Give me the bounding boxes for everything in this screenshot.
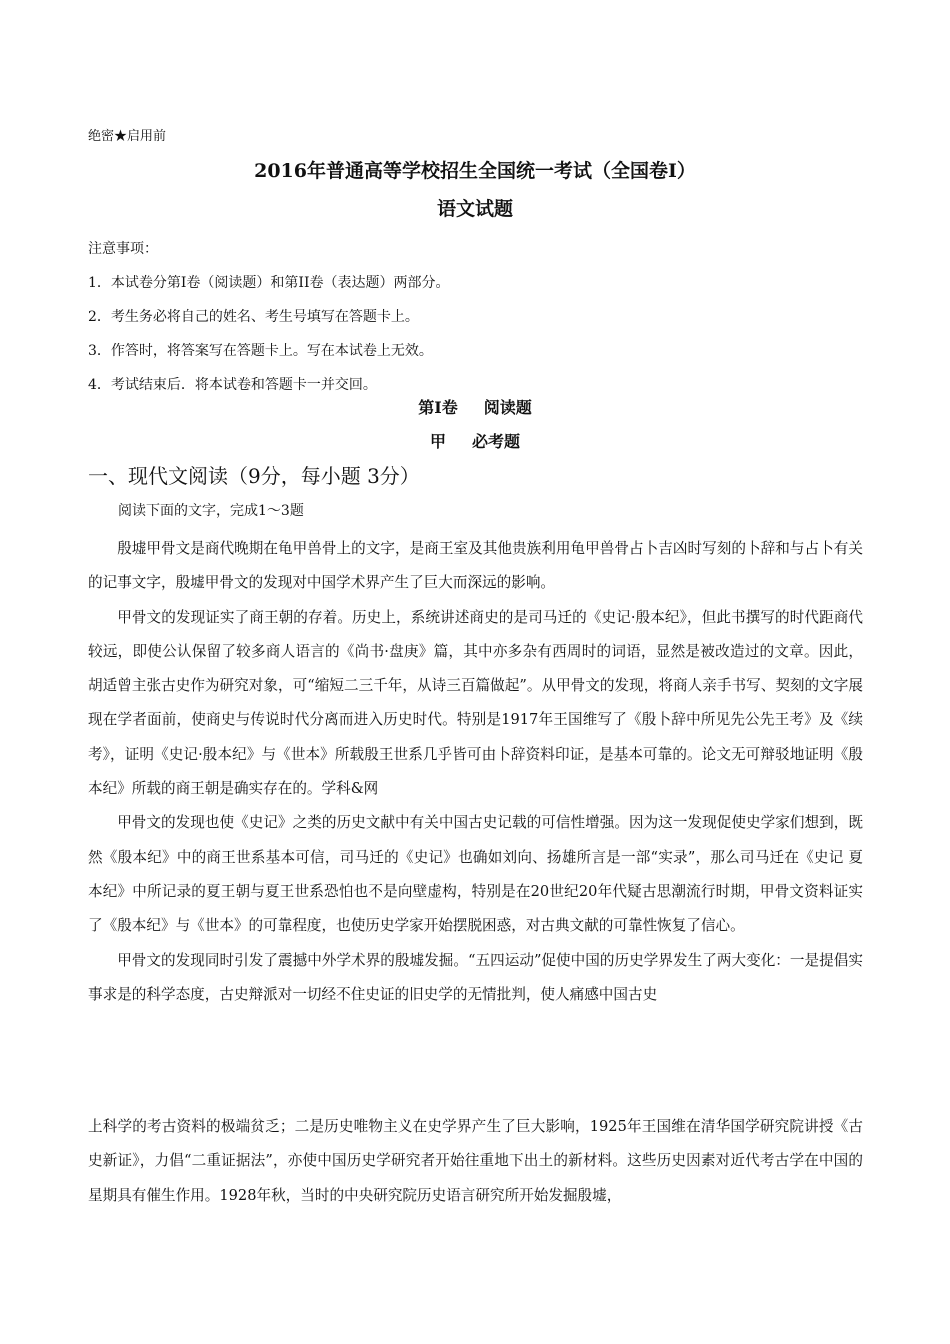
volume-heading [0, 397, 950, 419]
notice-heading: 注意事项： [88, 241, 158, 257]
passage-paragraph: 甲骨文的发现证实了商王朝的存着。历史上，系统讲述商史的是司马迁的《史记·殷本纪》，但此书撰写的时代距商代较远，即使公认保留了较多商人语言的《尚书·盘庚》篇，其中亦多杂有西周时的词语，显然是被改造过的文章。因此，胡适曾主张古史作为研究对象，可“缩短二三千年，从诗三百篇做起”。从甲骨文的发现，将商人亲手书写、契刻的文字展现在学者面前，使商史与传说时代分离而进入历史时代。特别是1917年王国维写了《殷卜辞中所见先公先王考》及《续考》，证明《史记·殷本纪》与《世本》所载殷王世系几乎皆可由卜辞资料印证，是基本可靠的。论文无可辩驳地证明《殷本纪》所载的商王朝是确实存在的。学科&网 [88, 608, 863, 798]
notice-item: 2．考生务必将自己的姓名、考生号填写在答题卡上。 [88, 309, 419, 325]
reading-passage-continued [88, 1110, 863, 1213]
passage-paragraph: 殷墟甲骨文是商代晚期在龟甲兽骨上的文字，是商王室及其他贵族利用龟甲兽骨占卜吉凶时写刻的卜辞和与占卜有关的记事文字，殷墟甲骨文的发现对中国学术界产生了巨大而深远的影响。 [88, 540, 863, 592]
subject-title: 语文试题 [436, 198, 513, 220]
notice-item: 4．考试结束后．将本试卷和答题卡一并交回。 [88, 377, 377, 393]
question-group-heading: 一、现代文阅读（9分，每小题 3分） [88, 464, 420, 488]
part-label: 甲 [429, 432, 446, 451]
notice-item: 1．本试卷分第Ⅰ卷（阅读题）和第II卷（表达题）两部分。 [88, 275, 450, 291]
secret-mark: 绝密★启用前 [88, 129, 167, 144]
passage-paragraph: 甲骨文的发现也使《史记》之类的历史文献中有关中国古史记载的可信性增强。因为这一发现促使史学家们想到，既然《殷本纪》中的商王世系基本可信，司马迁的《史记》也确如刘向、扬雄所言是一部“实录”，那么司马迁在《史记 夏本纪》中所记录的夏王朝与夏王世系恐怕也不是向壁虚构，特别是在20世纪20年代疑古思潮流行时期，甲骨文资料证实了《殷本纪》与《世本》的可靠程度，也使历史学家开始摆脱困惑，对古典文献的可靠性恢复了信心。 [88, 814, 863, 935]
reading-passage [88, 532, 863, 1012]
passage-continuation: 上科学的考古资料的极端贫乏；二是历史唯物主义在史学界产生了巨大影响，1925年王国维在清华国学研究院讲授《古史新证》，力倡“二重证据法”，亦使中国历史学研究者开始往重地下出土的新材料。这些历史因素对近代考古学在中国的星期具有催生作用。1928年秋，当时的中央研究院历史语言研究所开始发掘殷墟， [88, 1118, 863, 1204]
notice-item: 3．作答时，将答案写在答题卡上。写在本试卷上无效。 [88, 343, 433, 359]
volume-label: 第Ⅰ卷 [418, 398, 458, 417]
part-type: 必考题 [472, 432, 521, 451]
passage-paragraph: 甲骨文的发现同时引发了震撼中外学术界的殷墟发掘。“五四运动”促使中国的历史学界发生了两大变化：一是提倡实事求是的科学态度，古史辩派对一切经不住史证的旧史学的无情批判，使人痛感中国古史 [88, 951, 863, 1003]
exam-title: 2016年普通高等学校招生全国统一考试（全国卷Ⅰ） [254, 160, 696, 182]
part-heading [0, 431, 950, 453]
reading-instruction: 阅读下面的文字，完成1～3题 [118, 503, 304, 519]
volume-type: 阅读题 [483, 398, 532, 417]
notice-block [88, 232, 868, 402]
